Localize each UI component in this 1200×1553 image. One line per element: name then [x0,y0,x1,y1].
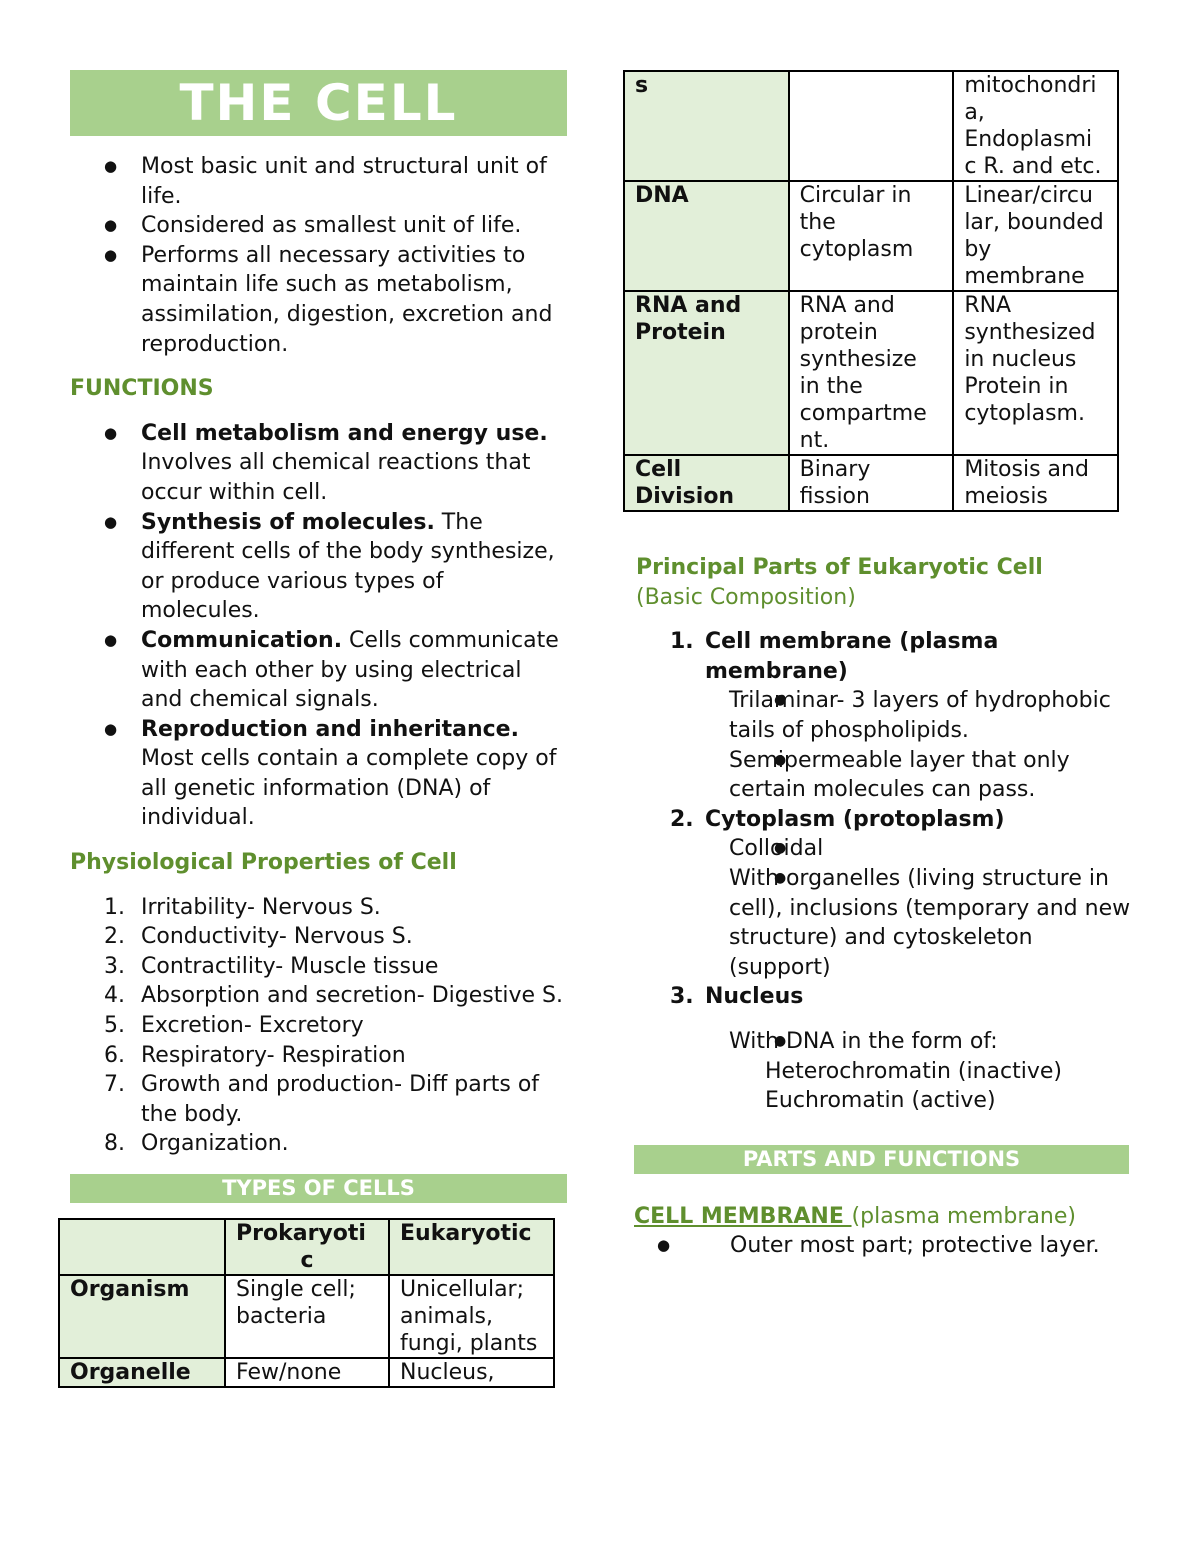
item-text: Contractility- Muscle tissue [141,953,439,979]
item-bold: Cell metabolism and energy use. [141,420,548,446]
list-item [70,1129,567,1159]
item-text: With DNA in the form of: [729,1028,998,1054]
sub-list [705,686,1133,804]
item-bold: Communication. [141,627,343,653]
item-text: Cells communicate with each other by using electrical and chemical signals. [141,627,559,713]
sub-list [705,1027,1133,1116]
table-cell: Single cell; bacteria [225,1275,389,1358]
table-cell: RNA and protein synthesize in the compartme nt. [789,291,954,455]
item-text: The different cells of the body synthesize, or produce various types of molecules. [141,509,555,624]
table-row [59,1275,554,1358]
list-item [70,922,567,952]
item-number: 6. [104,1042,125,1068]
cell-membrane-heading [634,1202,1133,1232]
item-text: Excretion- Excretory [141,1013,364,1039]
item-number: 4. [104,983,125,1009]
intro-list [70,152,567,359]
item-text: Outer most part; protective layer. [730,1233,1100,1259]
table-cell: DNA [624,181,789,291]
principal-subheading: (Basic Composition) [636,584,856,610]
table-cell: Unicellular; animals, fungi, plants [389,1275,554,1358]
item-text: Organization. [141,1131,289,1157]
item-number: 2. [104,924,125,950]
principal-heading: Principal Parts of Eukaryotic Cell [636,555,1043,580]
table-row [624,71,1118,181]
item-text: Irritability- Nervous S. [141,894,381,920]
list-item [70,626,567,715]
list-item [70,1011,567,1041]
table-cell: Few/none [225,1358,389,1387]
table-cell: Cell Division [624,455,789,511]
item-number: 1. [104,894,125,920]
table-cell: Binary fission [789,455,954,511]
part-title: Cell membrane (plasma membrane) [705,629,999,684]
list-item: ● Performs all necessary activities to maintain life such as metabolism, assimilation, digestion, excretion and reproduction. [70,241,567,359]
item-number: 3. [670,984,694,1010]
item-number: 8. [104,1131,125,1157]
table-cell: s [624,71,789,181]
list-item: ● Trilaminar- 3 layers of hydrophobic tails of phospholipids. [623,686,1133,745]
item-bold: Synthesis of molecules. [141,509,435,535]
table-cell [59,1219,225,1275]
table-cell [789,71,954,181]
cell-membrane-list [705,1231,1133,1261]
list-item: ● With organelles (living structure in cell), inclusions (temporary and new structure) and cytoskeleton (support) [623,864,1133,982]
list-item [70,715,567,833]
list-item [623,1027,1133,1116]
list-item [70,1070,567,1129]
sub-list [705,834,1133,982]
part-title: Nucleus [705,984,804,1010]
cell-membrane-title: CELL MEMBRANE [634,1203,852,1229]
item-text: Involves all chemical reactions that occur within cell. [141,420,562,505]
chromatin-form: Euchromatin (active) [765,1088,996,1114]
list-item [70,893,567,923]
list-item [70,508,567,626]
functions-heading: FUNCTIONS [70,376,214,402]
table-row [624,455,1118,511]
item-text: Conductivity- Nervous S. [141,924,413,950]
item-number: 1. [670,629,694,655]
cell-membrane-subtitle: (plasma membrane) [851,1203,1076,1229]
list-item [623,805,1133,983]
physiological-list [70,893,567,1159]
types-table-right [623,70,1119,512]
table-cell: Eukaryotic [389,1219,554,1275]
list-item [70,1041,567,1071]
parts-functions-heading: PARTS AND FUNCTIONS [634,1145,1129,1174]
table-row [59,1219,554,1275]
table-cell: Mitosis and meiosis [953,455,1118,511]
types-heading: TYPES OF CELLS [70,1174,567,1203]
list-item: ● Colloidal [623,834,1133,864]
principal-parts-list [623,627,1133,1116]
table-cell: RNA synthesized in nucleus Protein in cytoplasm. [953,291,1118,455]
list-item [70,981,567,1011]
right-column [623,70,1133,1261]
list-item: ● Considered as smallest unit of life. [70,211,567,241]
table-row [624,291,1118,455]
table-cell: Prokaryoti c [225,1219,389,1275]
table-cell: mitochondri a, Endoplasmi c R. and etc. [953,71,1118,181]
types-table-left [58,1218,555,1388]
functions-list [70,419,567,833]
table-row [624,181,1118,291]
item-number: 5. [104,1013,125,1039]
page-title: THE CELL [70,70,567,136]
list-item: ● Most basic unit and structural unit of life. [70,152,567,211]
chromatin-form: Heterochromatin (inactive) [765,1058,1062,1084]
table-row [59,1358,554,1387]
table-cell: Organelle [59,1358,225,1387]
list-item [623,627,1133,805]
left-column [70,70,567,1388]
item-text: Most cells contain a complete copy of all genetic information (DNA) of individual. [141,746,557,831]
part-title: Cytoplasm (protoplasm) [705,806,1005,832]
list-item [70,419,567,508]
list-item [70,952,567,982]
table-cell: Nucleus, [389,1358,554,1387]
table-cell: Organism [59,1275,225,1358]
item-text: Respiratory- Respiration [141,1042,406,1068]
table-cell: RNA and Protein [624,291,789,455]
list-item [623,982,1133,1115]
item-number: 2. [670,806,694,832]
item-bold: Reproduction and inheritance. [141,716,519,742]
list-item [623,1231,1133,1261]
item-number: 7. [104,1072,125,1098]
item-text: Absorption and secretion- Digestive S. [141,983,563,1009]
list-item: ● Semipermeable layer that only certain molecules can pass. [623,746,1133,805]
physiological-heading: Physiological Properties of Cell [70,850,457,876]
item-number: 3. [104,953,125,979]
table-cell: Circular in the cytoplasm [789,181,954,291]
item-text: Growth and production- Diff parts of the body. [141,1072,540,1127]
table-cell: Linear/circu lar, bounded by membrane [953,181,1118,291]
